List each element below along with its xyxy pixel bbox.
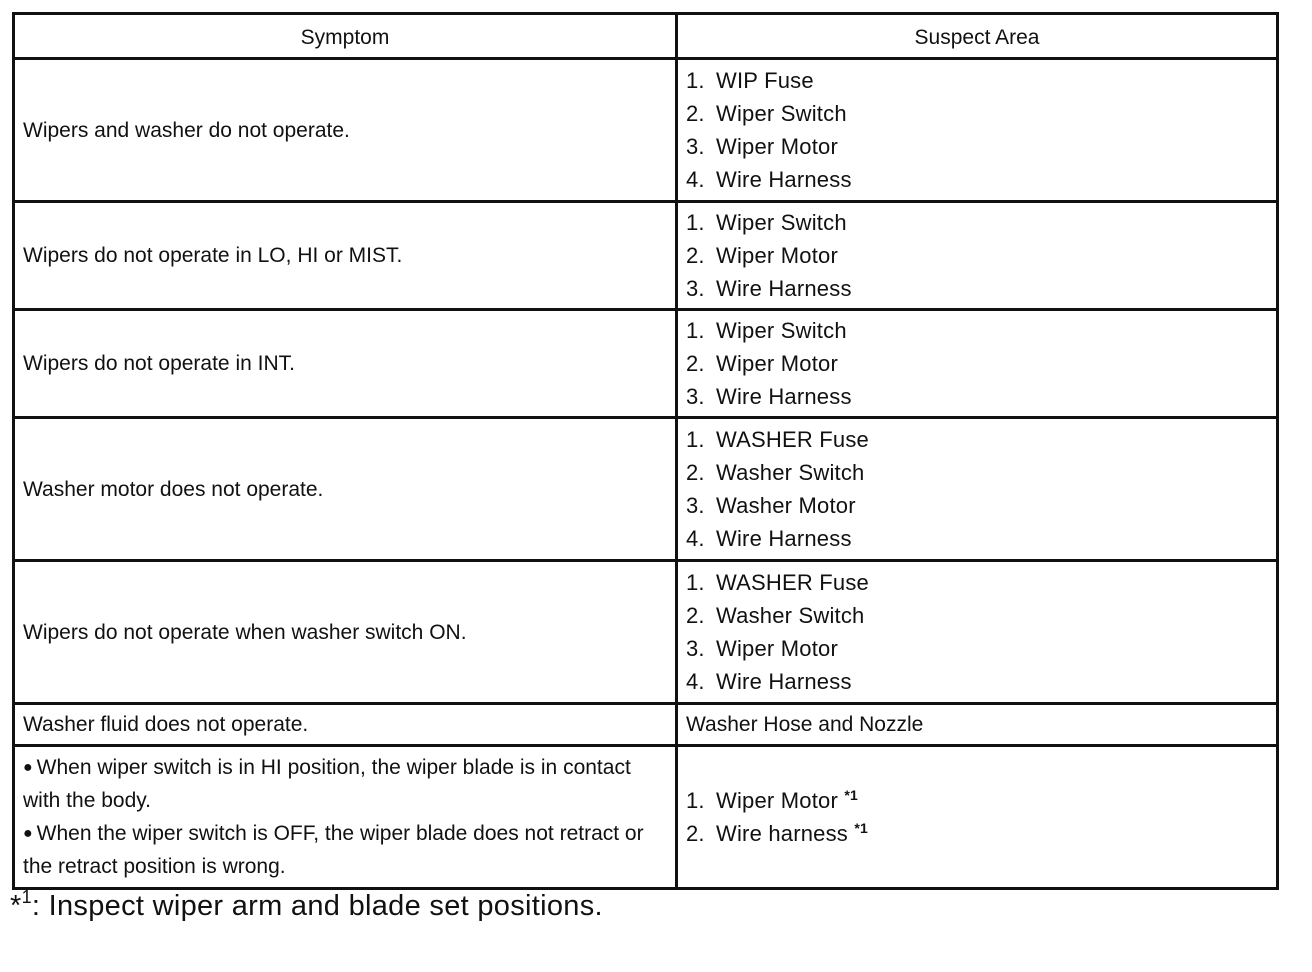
table-row: [14, 59, 1278, 202]
list-item: 1. Wiper Motor $^{*1}$: [686, 787, 858, 813]
table-row: [14, 310, 1278, 418]
table-row: [14, 746, 1278, 889]
list-item: 2. Wiper Motor: [686, 351, 838, 376]
suspect-area-item: Wiper Motor: [716, 243, 838, 268]
suspect-area-item: Washer Switch: [716, 460, 865, 485]
list-item: 1. Wiper Switch: [686, 318, 847, 343]
suspect-area-item: Wire Harness: [716, 276, 852, 301]
list-item: 2. Washer Switch: [686, 603, 865, 628]
suspect-area-cell: Washer Hose and Nozzle: [677, 704, 1278, 746]
suspect-area-cell: [677, 310, 1278, 418]
suspect-area-item: Wire Harness: [716, 526, 852, 551]
list-item: [23, 751, 667, 817]
table-row: [14, 418, 1278, 561]
table-header-row: [14, 14, 1278, 59]
symptom-cell: Washer fluid does not operate.: [14, 704, 677, 746]
symptom-cell: Wipers do not operate in INT.: [14, 310, 677, 418]
list-item: 4. Wire Harness: [686, 167, 852, 192]
symptom-cell: Washer motor does not operate.: [14, 418, 677, 561]
header-suspect-area: Suspect Area: [677, 14, 1278, 59]
suspect-area-item: Wiper Switch: [716, 210, 847, 235]
footnote: [10, 887, 603, 923]
suspect-area-list: [686, 563, 1268, 701]
footnote-marker: *1: [844, 787, 858, 803]
suspect-area-cell: [677, 561, 1278, 704]
suspect-area-item: Washer Switch: [716, 603, 865, 628]
suspect-area-item: Washer Motor: [716, 493, 856, 518]
suspect-area-item: WASHER Fuse: [716, 427, 869, 452]
list-item: 1. WASHER Fuse: [686, 570, 869, 595]
table-row: [14, 704, 1278, 746]
symptom-bullet-list: [23, 747, 667, 887]
suspect-area-cell: [677, 746, 1278, 889]
suspect-area-list: [686, 420, 1268, 558]
list-item: 3. Wiper Motor: [686, 134, 838, 159]
suspect-area-item: Wire Harness: [716, 669, 852, 694]
symptom-cell: Wipers do not operate when washer switch ON.: [14, 561, 677, 704]
symptom-bullet-text: When wiper switch is in HI position, the wiper blade is in contact with the body.: [23, 756, 631, 812]
footnote-text: : Inspect wiper arm and blade set positions.: [31, 890, 603, 922]
list-item: 1. WASHER Fuse: [686, 427, 869, 452]
suspect-area-table: [12, 12, 1279, 890]
symptom-cell: Wipers do not operate in LO, HI or MIST.: [14, 202, 677, 310]
suspect-area-list: [686, 61, 1268, 199]
suspect-area-item: Wire harness: [716, 821, 848, 846]
suspect-area-list: [686, 311, 1268, 416]
suspect-area-item: Wire Harness: [716, 167, 852, 192]
list-item: [23, 817, 667, 883]
footnote-number: 1: [21, 887, 32, 907]
list-item: 1. Wiper Switch: [686, 210, 847, 235]
bullet-icon: ●: [23, 759, 33, 776]
list-item: 2. Wiper Motor: [686, 243, 838, 268]
suspect-area-item: Wiper Switch: [716, 101, 847, 126]
symptom-bullet-text: When the wiper switch is OFF, the wiper blade does not retract or the retract position is wrong.: [23, 822, 644, 878]
list-item: 3. Washer Motor: [686, 493, 856, 518]
suspect-area-item: Wire Harness: [716, 384, 852, 409]
suspect-area-list: [686, 203, 1268, 308]
suspect-area-item: WIP Fuse: [716, 68, 814, 93]
list-item: 4. Wire Harness: [686, 526, 852, 551]
symptom-cell: [14, 746, 677, 889]
suspect-area-list: [686, 781, 1268, 853]
suspect-area-cell: [677, 59, 1278, 202]
list-item: 3. Wire Harness: [686, 276, 852, 301]
list-item: 2. Wire harness $^{*1}$: [686, 820, 868, 846]
footnote-asterisk: *: [10, 890, 22, 922]
symptom-cell: Wipers and washer do not operate.: [14, 59, 677, 202]
suspect-area-item: Wiper Motor: [716, 788, 838, 813]
footnote-marker: *1: [854, 820, 868, 836]
list-item: 4. Wire Harness: [686, 669, 852, 694]
list-item: 3. Wiper Motor: [686, 636, 838, 661]
suspect-area-item: Wiper Switch: [716, 318, 847, 343]
suspect-area-cell: [677, 418, 1278, 561]
table-row: [14, 202, 1278, 310]
suspect-area-item: Wiper Motor: [716, 134, 838, 159]
list-item: 3. Wire Harness: [686, 384, 852, 409]
bullet-icon: ●: [23, 825, 33, 842]
suspect-area-item: Wiper Motor: [716, 351, 838, 376]
list-item: 2. Washer Switch: [686, 460, 865, 485]
list-item: 1. WIP Fuse: [686, 68, 814, 93]
header-symptom: Symptom: [14, 14, 677, 59]
table-row: [14, 561, 1278, 704]
suspect-area-cell: [677, 202, 1278, 310]
suspect-area-item: WASHER Fuse: [716, 570, 869, 595]
suspect-area-item: Wiper Motor: [716, 636, 838, 661]
list-item: 2. Wiper Switch: [686, 101, 847, 126]
